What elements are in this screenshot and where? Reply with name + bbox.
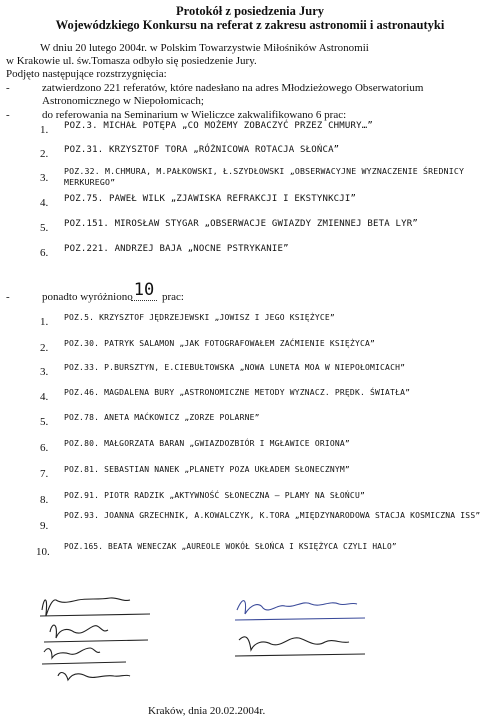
distinguished-number: 5.	[40, 416, 49, 428]
distinguished-entry: POZ.80. MAŁGORZATA BARAN „GWIAZDOZBIÓR I MGŁAWICE ORIONA”	[64, 439, 350, 448]
qualified-number: 6.	[40, 247, 49, 259]
distinguished-number: 7.	[40, 468, 49, 480]
distinguished-number: 3.	[40, 366, 49, 378]
jury-signatures-right	[225, 590, 375, 670]
intro-line-1: W dniu 20 lutego 2004r. w Polskim Towarzystwie Miłośników Astronomii	[40, 42, 369, 54]
bullet-1-line-b: Astronomicznego w Niepołomicach;	[42, 95, 204, 107]
distinguished-number: 10.	[36, 546, 50, 558]
distinguished-number: 6.	[40, 442, 49, 454]
distinguished-number: 2.	[40, 342, 49, 354]
distinguished-entry: POZ.81. SEBASTIAN NANEK „PLANETY POZA UKŁADEM SŁONECZNYM”	[64, 465, 350, 474]
qualified-number: 3.	[40, 172, 49, 184]
distinguished-entry: POZ.78. ANETA MAĆKOWICZ „ZORZE POLARNE”	[64, 413, 260, 422]
distinguished-entry: POZ.33. P.BURSZTYN, E.CIEBUŁTOWSKA „NOWA LUNETA MOA W NIEPOŁOMICACH”	[64, 363, 406, 372]
qualified-number: 5.	[40, 222, 49, 234]
bullet-dash: -	[6, 109, 10, 121]
distinguished-number: 8.	[40, 494, 49, 506]
bullet-1-line-a: zatwierdzono 221 referatów, które nadesłano na adres Młodzieżowego Obserwatorium	[42, 82, 424, 94]
qualified-entry: POZ.3. MICHAŁ POTĘPA „CO MOŻEMY ZOBACZYĆ PRZEZ CHMURY…”	[64, 121, 374, 131]
qualified-entry: POZ.75. PAWEŁ WILK „ZJAWISKA REFRAKCJI I EKSTYNKCJI”	[64, 194, 357, 204]
distinguished-entry: POZ.30. PATRYK SALAMON „JAK FOTOGRAFOWAŁEM ZAĆMIENIE KSIĘŻYCA”	[64, 339, 376, 348]
qualified-entry: POZ.32. M.CHMURA, M.PAŁKOWSKI, Ł.SZYDŁOWSKI „OBSERWACYJNE WYZNACZENIE ŚREDNICY MERKUREGO”	[64, 166, 465, 187]
jury-signatures-left	[30, 588, 160, 698]
distinguished-number: 1.	[40, 316, 49, 328]
distinguished-entry: POZ.93. JOANNA GRZECHNIK, A.KOWALCZYK, K.TORA „MIĘDZYNARODOWA STACJA KOSMICZNA ISS”	[64, 511, 481, 520]
document-subtitle: Wojewódzkiego Konkursu na referat z zakresu astronomii i astronautyki	[55, 18, 445, 32]
distinguished-entry: POZ.165. BEATA WENECZAK „AUREOLE WOKÓŁ SŁOŃCA I KSIĘŻYCA CZYLI HALO”	[64, 542, 397, 551]
qualified-number: 4.	[40, 197, 49, 209]
distinguished-entry: POZ.46. MAGDALENA BURY „ASTRONOMICZNE METODY WYZNACZ. PRĘDK. ŚWIATŁA”	[64, 388, 411, 397]
qualified-entry: POZ.151. MIROSŁAW STYGAR „OBSERWACJE GWIAZDY ZMIENNEJ BETA LYR”	[64, 219, 418, 229]
distinguished-label-b: prac:	[162, 291, 184, 303]
bullet-dash: -	[6, 82, 10, 94]
distinguished-label-a: ponadto wyróżniono	[42, 291, 133, 303]
distinguished-number: 4.	[40, 391, 49, 403]
qualified-entry: POZ.31. KRZYSZTOF TORA „RÓŻNICOWA ROTACJA SŁOŃCA”	[64, 145, 340, 155]
distinguished-entry: POZ.5. KRZYSZTOF JĘDRZEJEWSKI „JOWISZ I JEGO KSIĘŻYCE”	[64, 313, 335, 322]
bullet-2-line: do referowania na Seminarium w Wieliczce zakwalifikowano 6 prac:	[42, 109, 347, 121]
distinguished-entry: POZ.91. PIOTR RADZIK „AKTYWNOŚĆ SŁONECZNA – PLAMY NA SŁOŃCU”	[64, 491, 365, 500]
intro-line-2: w Krakowie ul. św.Tomasza odbyło się posiedzenie Jury.	[6, 55, 257, 67]
distinguished-count: 10	[131, 280, 157, 301]
qualified-number: 2.	[40, 148, 49, 160]
intro-line-3: Podjęto następujące rozstrzygnięcia:	[6, 68, 167, 80]
distinguished-number: 9.	[40, 520, 49, 532]
document-title: Protokół z posiedzenia Jury	[175, 4, 325, 18]
place-and-date: Kraków, dnia 20.02.2004r.	[148, 705, 266, 717]
qualified-entry: POZ.221. ANDRZEJ BAJA „NOCNE PSTRYKANIE”	[64, 244, 289, 254]
bullet-dash: -	[6, 291, 10, 303]
qualified-number: 1.	[40, 124, 49, 136]
